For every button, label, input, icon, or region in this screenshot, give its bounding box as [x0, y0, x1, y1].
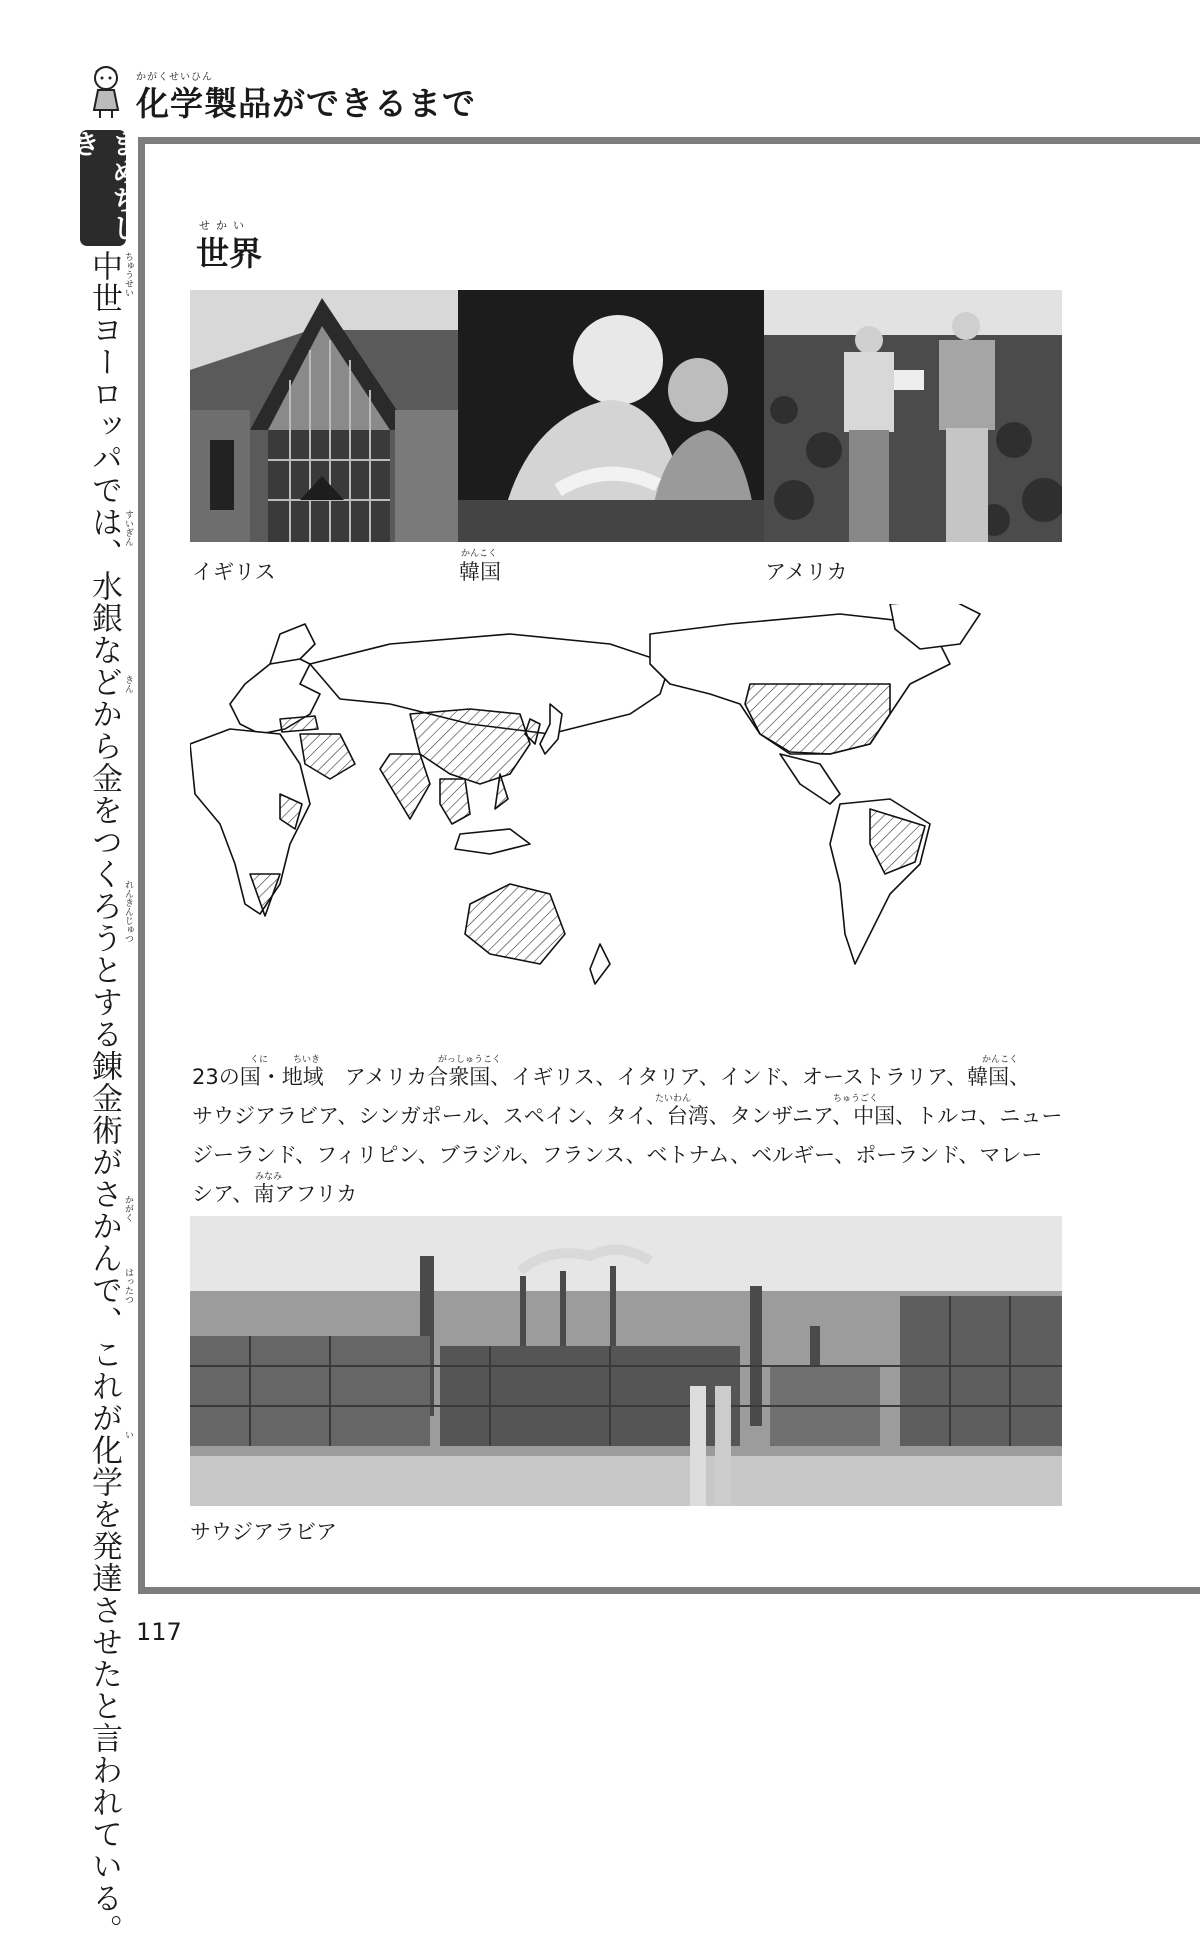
ruby-kagaku: かがく: [123, 1195, 133, 1222]
ruby-hattatsu: はったつ: [123, 1268, 133, 1304]
map-philippines: [495, 774, 508, 809]
world-map: [190, 604, 1050, 1024]
section-title: 世界: [196, 234, 262, 273]
header-title-ruby: かがくせいひん: [136, 72, 213, 83]
ruby-chiiki: ちいき: [293, 1055, 321, 1065]
ruby-suigin: すいぎん: [123, 510, 133, 546]
country-list-line-3: ジーランド、フィリピン、ブラジル、フランス、ベトナム、ベルギー、ポーランド、マレー: [192, 1143, 1043, 1167]
ruby-i: い: [123, 1430, 133, 1439]
frame-border-bottom: [138, 1587, 1200, 1594]
trivia-text: 中世ヨーロッパでは、水銀などから金をつくろうとする錬金術がさかんで、これが化学を発達させたと言われている。: [86, 250, 122, 1946]
map-india: [380, 754, 430, 819]
ruby-chugoku: ちゅうごく: [833, 1094, 879, 1104]
country-list-line-1: 23の国・地域 アメリカ合衆国、イギリス、イタリア、インド、オーストラリア、韓国、: [192, 1065, 1031, 1089]
caption-uk: イギリス: [192, 560, 276, 584]
ruby-minami: みなみ: [255, 1172, 283, 1182]
page-header-title: 化学製品ができるまで: [136, 84, 476, 123]
ruby-kuni: くに: [250, 1055, 269, 1065]
ruby-renkinjutsu: れんきんじゅつ: [123, 880, 133, 943]
country-list-line-2: サウジアラビア、シンガポール、スペイン、タイ、台湾、タンザニア、中国、トルコ、ニュー: [192, 1104, 1063, 1128]
caption-korea: 韓国: [459, 560, 501, 584]
ruby-gasshukoku: がっしゅうこく: [438, 1055, 502, 1065]
photo-korea-lab: [458, 290, 764, 542]
ruby-kankoku: かんこく: [982, 1055, 1019, 1065]
frame-border-top: [138, 137, 1200, 144]
map-china: [410, 709, 530, 784]
map-indonesia: [455, 829, 530, 854]
frame-border-left: [138, 137, 145, 1594]
caption-korea-ruby: かんこく: [461, 549, 498, 559]
ruby-taiwan: たいわん: [655, 1094, 692, 1104]
map-scandinavia: [270, 624, 315, 664]
country-list-line-4: シア、南アフリカ: [192, 1182, 358, 1206]
photo-saudi-plant: [190, 1216, 1062, 1506]
map-turkey: [280, 716, 318, 732]
ruby-kin: きん: [123, 675, 133, 693]
country-list: [192, 1058, 1072, 1214]
photo-usa-field: [764, 290, 1062, 542]
trivia-label: まめちしき: [80, 130, 126, 246]
map-central-america: [780, 754, 840, 804]
section-title-ruby: せかい: [199, 219, 250, 232]
mascot-icon: [86, 62, 126, 120]
map-usa: [745, 684, 890, 754]
map-saudi-arabia: [300, 734, 355, 779]
caption-saudi-arabia: サウジアラビア: [190, 1520, 337, 1544]
caption-usa: アメリカ: [765, 560, 848, 584]
map-new-zealand: [590, 944, 610, 984]
map-australia: [465, 884, 565, 964]
page-number: 117: [136, 1618, 182, 1646]
map-southeast-asia: [440, 779, 470, 824]
ruby-chusei: ちゅうせい: [123, 252, 133, 297]
photo-uk-building: [190, 290, 458, 542]
